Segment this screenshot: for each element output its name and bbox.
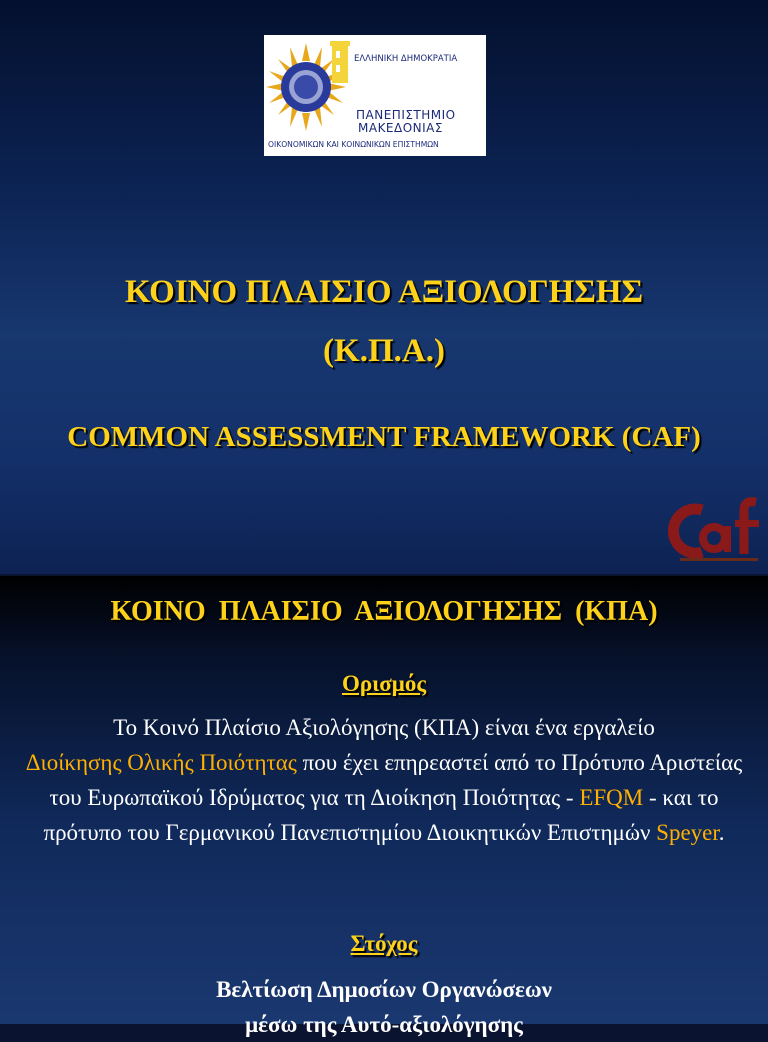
slide1-title-abbreviation: (Κ.Π.Α.)	[323, 333, 445, 369]
highlight-tqm: Διοίκησης Ολικής Ποιότητας	[25, 750, 297, 775]
logo-line-republic: ΕΛΛΗΝΙΚΗ ΔΗΜΟΚΡΑΤΙΑ	[354, 54, 458, 64]
logo-line-macedonia: ΜΑΚΕΔΟΝΙΑΣ	[358, 121, 443, 135]
slide2-title: ΚΟΙΝΟ ΠΛΑΙΣΙΟ ΑΞΙΟΛΟΓΗΣΗΣ (ΚΠΑ)	[110, 596, 658, 627]
definition-heading: Ορισμός	[341, 671, 427, 696]
goal-line-2: μέσω της Αυτό-αξιολόγησης	[245, 1012, 523, 1037]
definition-part-1: Το Κοινό Πλαίσιο Αξιολόγησης (ΚΠΑ) είναι ένα εργαλείο	[113, 715, 655, 740]
goal-line-1: Βελτίωση Δημοσίων Οργανώσεων	[216, 977, 552, 1002]
slide-2	[0, 576, 768, 1037]
goal-text	[0, 972, 768, 1042]
definition-text	[20, 710, 748, 850]
sun-emblem-icon	[266, 39, 352, 137]
definition-part-2: που έχει επηρεαστεί από το Πρότυπο Αριστείας του Ευρωπαϊκού Ιδρύματος για τη Διοίκηση Ποιότητας -	[49, 750, 743, 810]
goal-heading: Στόχος	[350, 931, 418, 956]
caf-logo-icon	[672, 496, 762, 566]
highlight-efqm: EFQM	[579, 785, 644, 810]
definition-part-3: - και το πρότυπο του Γερμανικού Πανεπιστημίου Διοικητικών Επιστημών	[43, 785, 719, 845]
definition-part-4: .	[718, 820, 725, 845]
slide1-title-greek: ΚΟΙΝΟ ΠΛΑΙΣΙΟ ΑΞΙΟΛΟΓΗΣΗΣ	[124, 274, 644, 310]
logo-line-faculty: ΟΙΚΟΝΟΜΙΚΩΝ ΚΑΙ ΚΟΙΝΩΝΙΚΩΝ ΕΠΙΣΤΗΜΩΝ	[268, 140, 439, 149]
logo-line-university: ΠΑΝΕΠΙΣΤΗΜΙΟ	[356, 108, 456, 122]
university-logo	[264, 35, 486, 156]
slide1-title-english: COMMON ASSESSMENT FRAMEWORK (CAF)	[67, 421, 701, 453]
highlight-speyer: Speyer	[656, 820, 719, 845]
